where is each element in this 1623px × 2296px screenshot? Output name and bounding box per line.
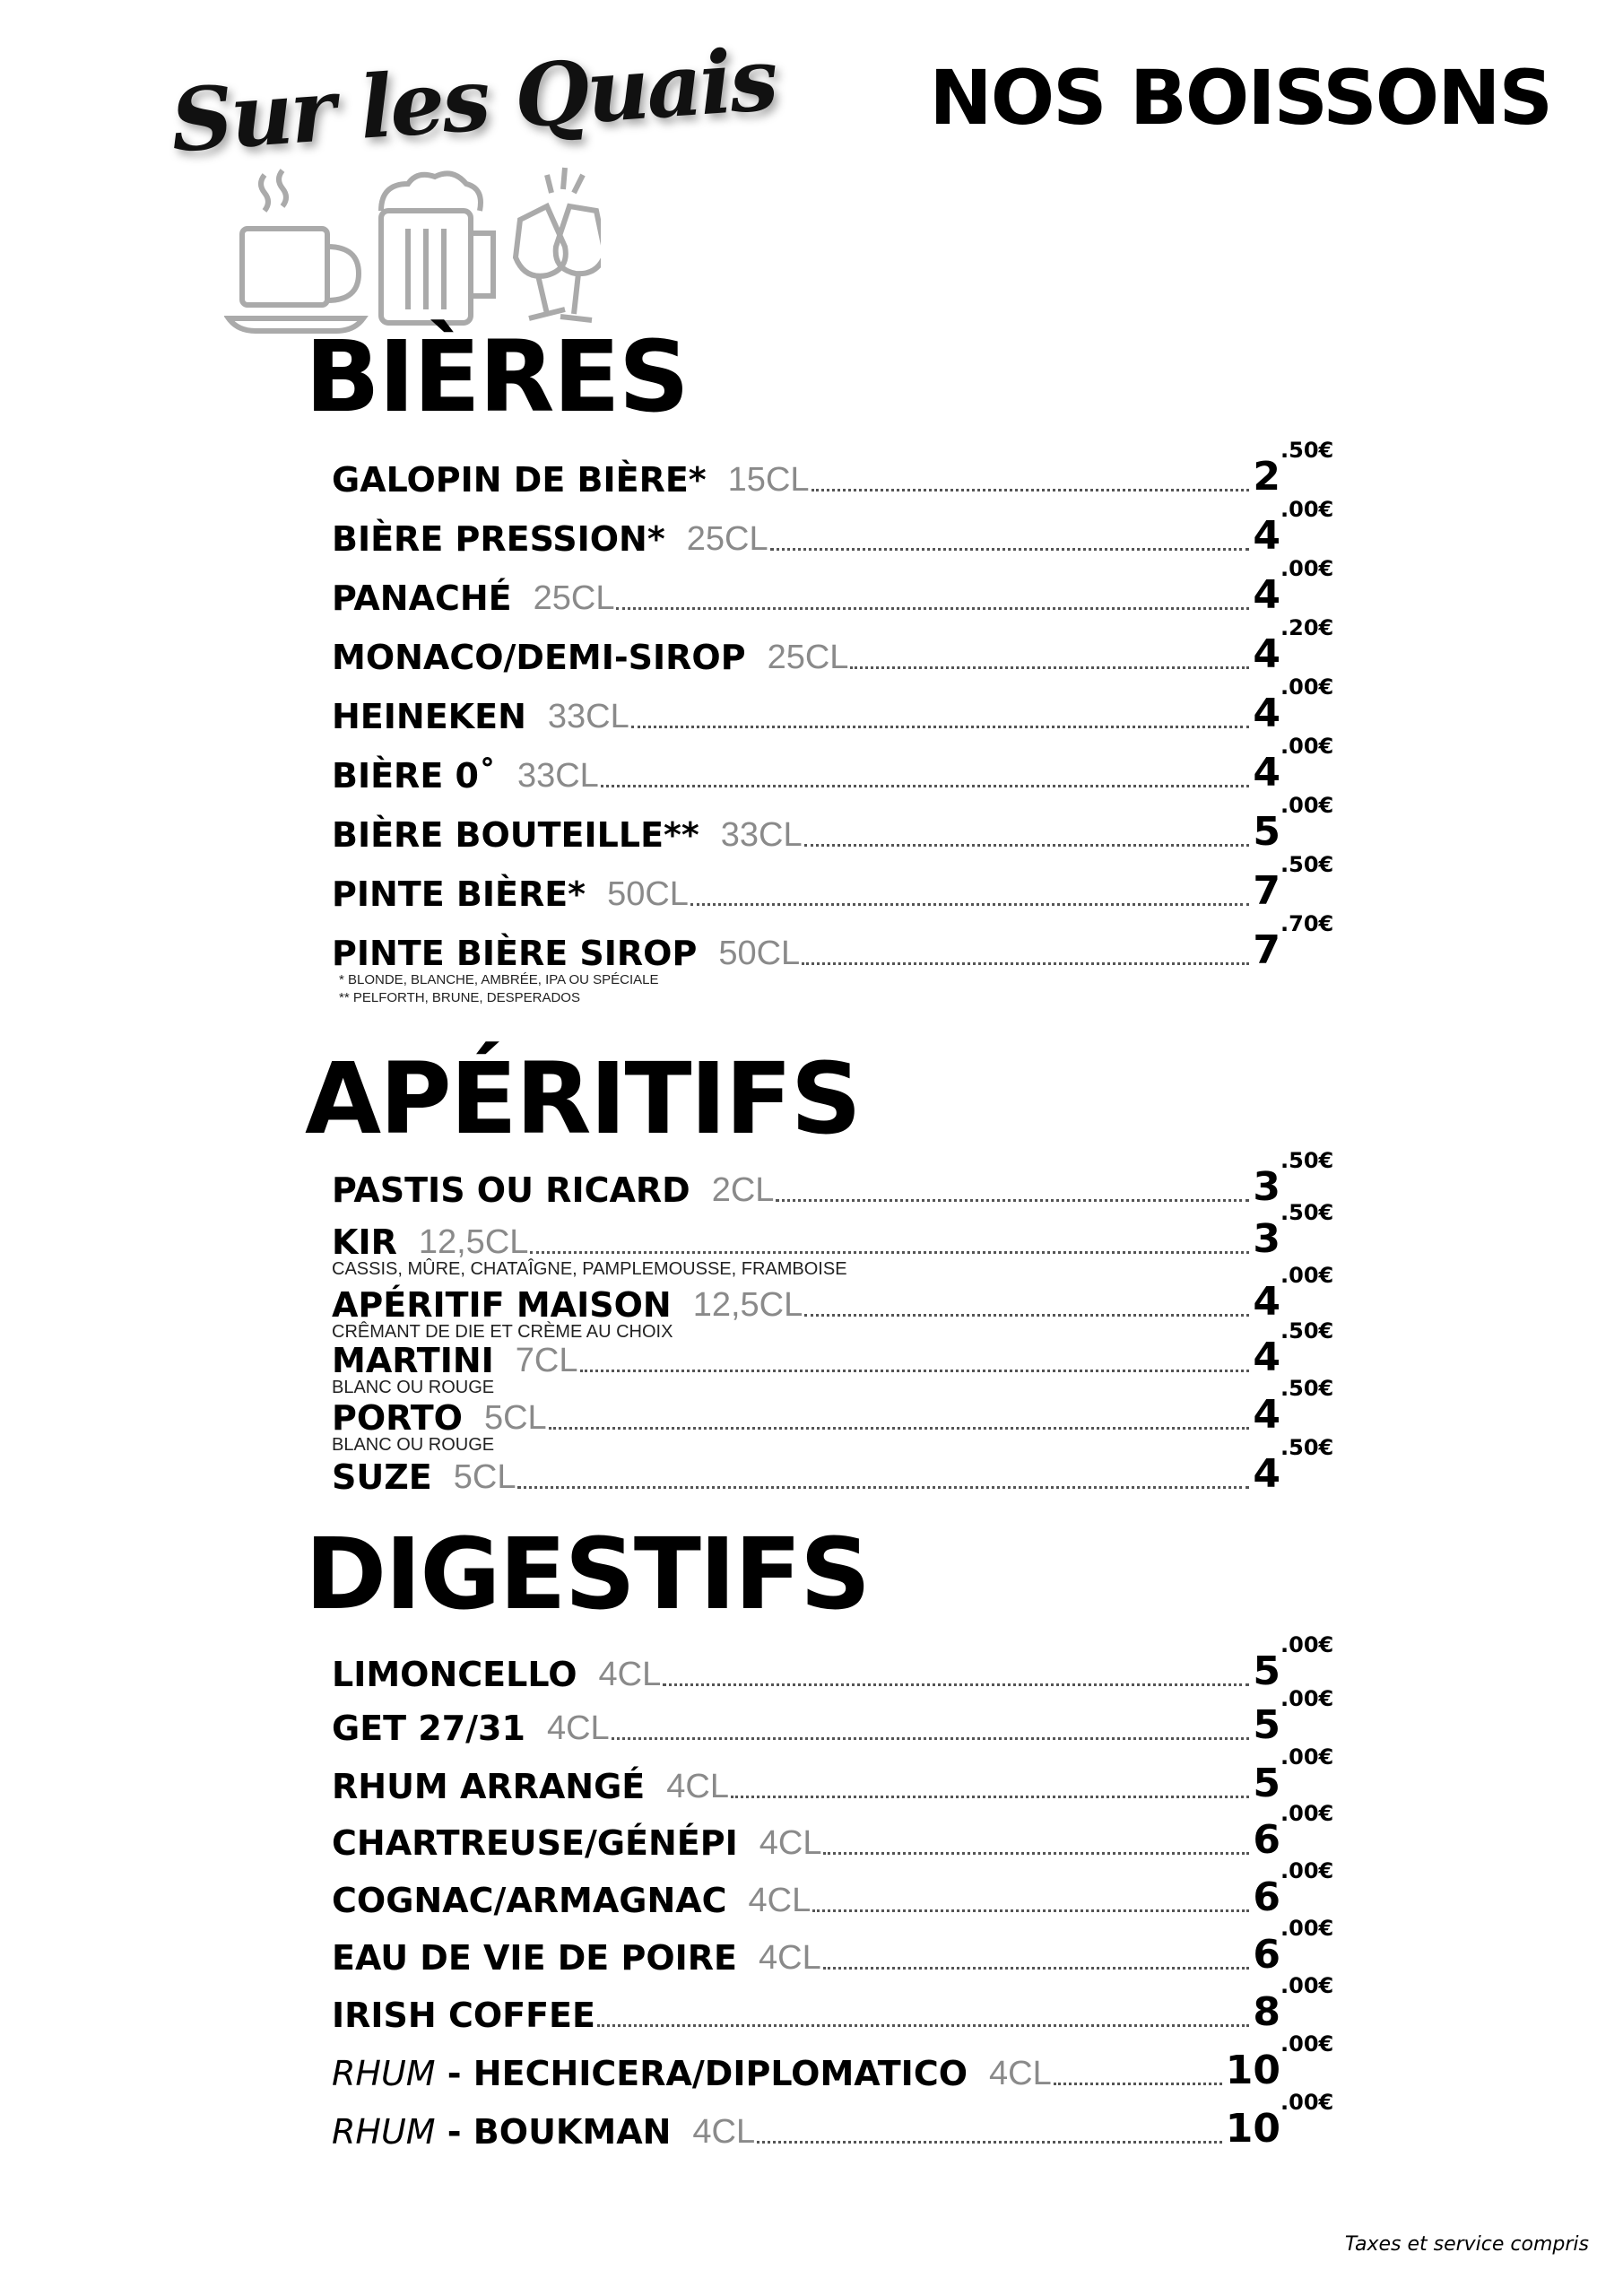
price-cents: .50€	[1280, 1200, 1334, 1225]
item-name: MONACO/DEMI-SIROP	[332, 638, 746, 677]
item-volume: 5CL	[453, 1458, 516, 1496]
item-name	[332, 2054, 968, 2093]
price-cents: .00€	[1280, 556, 1334, 581]
item-name: GET 27/31	[332, 1709, 525, 1748]
item-price	[1253, 734, 1345, 796]
item-name: IRISH COFFEE	[332, 1996, 595, 2035]
price-cents: .00€	[1280, 1686, 1334, 1711]
price-cents: .00€	[1280, 2090, 1334, 2115]
section-title: DIGESTIFS	[305, 1517, 870, 1631]
item-volume: 33CL	[516, 757, 599, 795]
logo	[167, 28, 779, 291]
dot-leader	[812, 1909, 1249, 1912]
price-cents: .50€	[1280, 1435, 1334, 1460]
item-name: EAU DE VIE DE POIRE	[332, 1938, 737, 1978]
dot-leader	[757, 2141, 1222, 2144]
menu-item	[332, 1632, 1345, 1692]
item-price	[1253, 1318, 1345, 1380]
item-name: APÉRITIF MAISON	[332, 1285, 672, 1325]
menu-item	[332, 1263, 1345, 1325]
dot-leader	[823, 1852, 1249, 1855]
menu-item	[332, 1148, 1345, 1210]
price-main: 5	[1253, 809, 1280, 855]
item-volume: 4CL	[692, 2113, 756, 2151]
dot-leader	[1054, 2083, 1222, 2085]
item-volume: 50CL	[718, 935, 801, 972]
item-price	[1253, 1376, 1345, 1438]
dot-leader	[549, 1427, 1250, 1430]
item-volume: 33CL	[720, 816, 803, 854]
item-volume: 12,5CL	[418, 1223, 529, 1261]
menu-item	[332, 1744, 1345, 1804]
price-main: 5	[1253, 1702, 1280, 1748]
item-price	[1253, 674, 1345, 736]
price-main: 5	[1253, 1761, 1280, 1806]
item-volume: 33CL	[547, 698, 629, 735]
section-bieres	[305, 319, 1336, 1005]
item-price	[1225, 2031, 1345, 2093]
item-price	[1253, 1916, 1345, 1978]
price-main: 5	[1253, 1648, 1280, 1694]
item-price	[1253, 793, 1345, 855]
menu-item	[332, 615, 1345, 677]
item-price	[1253, 1744, 1345, 1806]
menu-item	[332, 1973, 1345, 2035]
dot-leader	[517, 1486, 1249, 1489]
menu-item	[332, 1858, 1345, 1918]
price-cents: .00€	[1280, 1973, 1334, 1998]
menu-item	[332, 1916, 1345, 1978]
item-name: COGNAC/ARMAGNAC	[332, 1881, 727, 1920]
item-name: HEINEKEN	[332, 697, 526, 736]
price-main: 10	[1225, 2106, 1280, 2152]
item-price	[1253, 556, 1345, 618]
menu-item	[332, 911, 1345, 973]
item-price	[1253, 1263, 1345, 1325]
item-volume: 12,5CL	[692, 1286, 803, 1324]
menu-item	[332, 1801, 1345, 1863]
item-name: SUZE	[332, 1457, 432, 1497]
price-main: 6	[1253, 1932, 1280, 1978]
item-volume: 7CL	[515, 1342, 578, 1379]
dot-leader	[804, 844, 1250, 847]
price-cents: .00€	[1280, 1263, 1334, 1288]
price-main: 7	[1253, 927, 1280, 973]
menu-item	[332, 1376, 1345, 1438]
price-main: 4	[1253, 1335, 1280, 1380]
menu-item	[332, 497, 1345, 559]
price-cents: .00€	[1280, 2031, 1334, 2057]
dot-leader	[616, 607, 1249, 610]
item-volume: 25CL	[767, 639, 849, 676]
item-description: CRÊMANT DE DIE ET CRÈME AU CHOIX	[332, 1322, 673, 1342]
footnote: * BLONDE, BLANCHE, AMBRÉE, IPA OU SPÉCIALE	[339, 972, 659, 987]
menu-item	[332, 734, 1345, 796]
item-price	[1253, 1435, 1345, 1497]
item-name: PORTO	[332, 1398, 463, 1438]
price-cents: .50€	[1280, 438, 1334, 463]
logo-text: Sur les Quais	[167, 28, 779, 172]
dot-leader	[597, 2024, 1249, 2027]
item-name: GALOPIN DE BIÈRE*	[332, 460, 707, 500]
item-price	[1253, 1686, 1345, 1748]
item-name: MARTINI	[332, 1341, 494, 1380]
price-main: 4	[1253, 691, 1280, 736]
item-name: BIÈRE 0˚	[332, 756, 496, 796]
item-name: LIMONCELLO	[332, 1655, 577, 1694]
item-price	[1253, 438, 1345, 500]
dot-leader	[612, 1737, 1250, 1740]
item-name: RHUM ARRANGÉ	[332, 1767, 646, 1806]
item-volume: 4CL	[989, 2055, 1052, 2092]
dot-leader	[812, 489, 1250, 491]
price-main: 7	[1253, 868, 1280, 914]
item-volume: 25CL	[686, 520, 768, 558]
menu-item	[332, 852, 1345, 914]
price-cents: .00€	[1280, 1916, 1334, 1941]
item-price	[1253, 615, 1345, 677]
item-prefix: RHUM	[332, 2054, 436, 2093]
menu-item	[332, 1318, 1345, 1378]
price-main: 4	[1253, 750, 1280, 796]
dot-leader	[631, 726, 1250, 728]
price-cents: .00€	[1280, 497, 1334, 522]
section-aperitifs	[305, 1041, 1336, 1497]
item-description: BLANC OU ROUGE	[332, 1378, 495, 1397]
menu-item	[332, 674, 1345, 734]
dot-leader	[731, 1796, 1249, 1798]
dot-leader	[530, 1251, 1249, 1254]
price-cents: .00€	[1280, 1632, 1334, 1657]
price-cents: .50€	[1280, 1318, 1334, 1344]
menu-item	[332, 438, 1345, 500]
item-name: PASTIS OU RICARD	[332, 1170, 690, 1210]
price-cents: .00€	[1280, 674, 1334, 700]
dot-leader	[823, 1967, 1250, 1970]
logo-icons	[224, 157, 601, 336]
item-volume: 4CL	[546, 1709, 610, 1747]
footer-note: Taxes et service compris	[1344, 2233, 1589, 2256]
price-main: 8	[1253, 1989, 1280, 2035]
price-main: 4	[1253, 1392, 1280, 1438]
section-title: BIÈRES	[305, 319, 688, 434]
item-name: KIR	[332, 1222, 397, 1262]
item-name: PANACHÉ	[332, 578, 512, 618]
section-digestifs	[305, 1517, 1336, 2152]
item-volume: 25CL	[533, 579, 615, 617]
beer-mug-icon	[381, 173, 493, 323]
footnotes	[339, 971, 659, 1007]
price-cents: .00€	[1280, 1858, 1334, 1883]
price-cents: .00€	[1280, 793, 1334, 818]
price-main: 3	[1253, 1164, 1280, 1210]
item-prefix: RHUM	[332, 2112, 436, 2152]
menu-item	[332, 2090, 1345, 2152]
item-name: BIÈRE PRESSION*	[332, 519, 665, 559]
item-price	[1253, 497, 1345, 559]
item-name	[332, 2112, 672, 2152]
item-volume: 4CL	[748, 1882, 812, 1919]
price-cents: .50€	[1280, 852, 1334, 877]
item-description: BLANC OU ROUGE	[332, 1435, 495, 1455]
item-price	[1253, 1801, 1345, 1863]
price-main: 2	[1253, 454, 1280, 500]
item-price	[1253, 1973, 1345, 2035]
item-price	[1225, 2090, 1345, 2152]
menu-item	[332, 793, 1345, 855]
price-cents: .50€	[1280, 1376, 1334, 1401]
price-cents: .00€	[1280, 1801, 1334, 1826]
item-volume: 50CL	[607, 875, 689, 913]
coffee-cup-icon	[229, 170, 363, 331]
footnote: ** PELFORTH, BRUNE, DESPERADOS	[339, 990, 580, 1005]
price-main: 4	[1253, 513, 1280, 559]
price-main: 4	[1253, 631, 1280, 677]
item-volume: 4CL	[759, 1939, 821, 1977]
item-name-text: - HECHICERA/DIPLOMATICO	[435, 2054, 968, 2093]
dot-leader	[601, 785, 1250, 787]
section-title: APÉRITIFS	[305, 1041, 860, 1156]
menu-item	[332, 1200, 1345, 1262]
menu-item	[332, 1435, 1345, 1497]
item-volume: 4CL	[666, 1768, 729, 1805]
item-price	[1253, 1858, 1345, 1920]
price-main: 4	[1253, 572, 1280, 618]
item-volume: 5CL	[483, 1399, 547, 1437]
dot-leader	[804, 1314, 1249, 1317]
price-cents: .00€	[1280, 734, 1334, 759]
price-cents: .00€	[1280, 1744, 1334, 1770]
dot-leader	[850, 666, 1249, 669]
item-price	[1253, 911, 1345, 973]
menu-item	[332, 2031, 1345, 2091]
dot-leader	[802, 962, 1249, 965]
page-title: NOS BOISSONS	[929, 54, 1551, 142]
item-description: CASSIS, MÛRE, CHATAÎGNE, PAMPLEMOUSSE, FRAMBOISE	[332, 1259, 847, 1279]
item-volume: 4CL	[759, 1824, 822, 1862]
price-main: 3	[1253, 1216, 1280, 1262]
item-price	[1253, 852, 1345, 914]
item-name-text: - BOUKMAN	[435, 2112, 672, 2152]
price-main: 4	[1253, 1451, 1280, 1497]
menu-item	[332, 556, 1345, 618]
item-name: BIÈRE BOUTEILLE**	[332, 815, 699, 855]
menu-item	[332, 1686, 1345, 1748]
item-name: PINTE BIÈRE SIROP	[332, 934, 698, 973]
dot-leader	[770, 548, 1250, 551]
item-name: CHARTREUSE/GÉNÉPI	[332, 1823, 738, 1863]
price-main: 10	[1225, 2048, 1280, 2093]
price-main: 6	[1253, 1874, 1280, 1920]
item-volume: 4CL	[598, 1656, 662, 1693]
price-cents: .70€	[1280, 911, 1334, 936]
price-main: 4	[1253, 1279, 1280, 1325]
price-cents: .50€	[1280, 1148, 1334, 1173]
price-main: 6	[1253, 1817, 1280, 1863]
dot-leader	[580, 1370, 1250, 1372]
item-volume: 15CL	[727, 461, 810, 499]
item-price	[1253, 1200, 1345, 1262]
price-cents: .20€	[1280, 615, 1334, 640]
item-name: PINTE BIÈRE*	[332, 874, 586, 914]
item-volume: 2CL	[711, 1171, 775, 1209]
wine-glasses-icon	[516, 168, 601, 320]
dot-leader	[690, 903, 1249, 906]
